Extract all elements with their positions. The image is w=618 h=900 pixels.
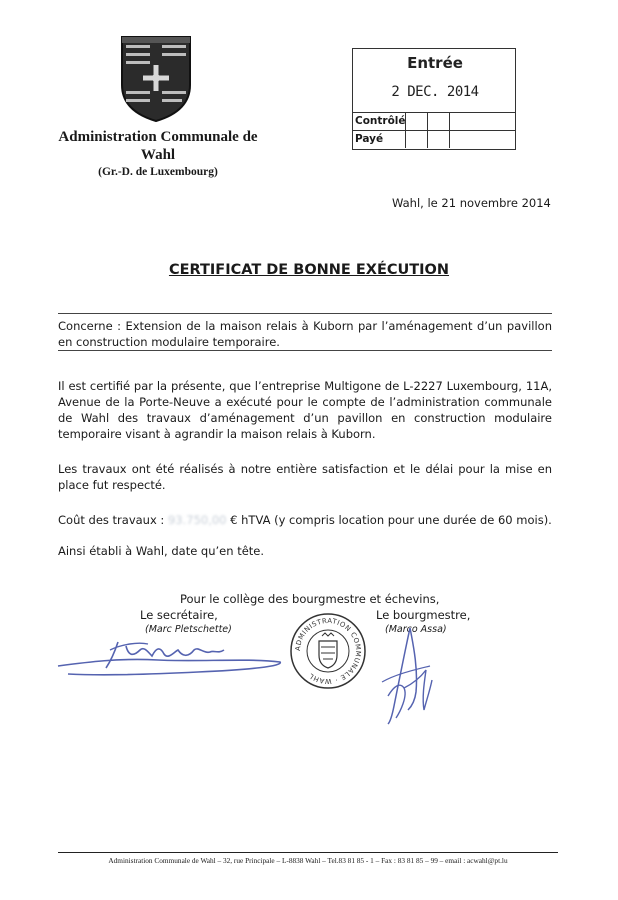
college-line: Pour le collège des bourgmestre et échevins, bbox=[180, 592, 440, 606]
mayor-signature-icon bbox=[370, 626, 440, 726]
stamp-cell bbox=[406, 131, 428, 148]
cost-amount-redacted: 93.750,00 bbox=[167, 513, 227, 527]
cost-line bbox=[58, 513, 552, 527]
footer-divider bbox=[58, 852, 558, 853]
document-title: CERTIFICAT DE BONNE EXÉCUTION bbox=[168, 262, 450, 278]
organization-name bbox=[48, 128, 268, 164]
stamp-row-paye bbox=[352, 130, 516, 148]
concern-text: Concerne : Extension de la maison relais à Kuborn par l’aménagement d’un pavillon en construction modulaire temporaire. bbox=[58, 319, 552, 349]
organization-country: (Gr.-D. de Luxembourg) bbox=[98, 166, 218, 178]
footer-address: Administration Communale de Wahl – 32, rue Principale – L-8838 Wahl – Tel.83 81 85 - 1 – Fax : 83 81 85 – 99 – email : acwahl@pt.lu bbox=[108, 856, 508, 865]
secretary-role: Le secrétaire, bbox=[140, 608, 218, 622]
municipal-crest-icon bbox=[118, 33, 194, 123]
stamp-rows bbox=[352, 112, 516, 148]
mayor-role: Le bourgmestre, bbox=[376, 608, 471, 622]
stamp-date: 2 DEC. 2014 bbox=[391, 84, 479, 100]
municipal-seal-icon bbox=[288, 611, 368, 691]
org-name-line1: Administration Communale de bbox=[58, 129, 258, 145]
secretary-name: (Marc Pletschette) bbox=[145, 624, 232, 635]
stamp-label: Payé bbox=[352, 131, 406, 148]
stamp-row-controle bbox=[352, 112, 516, 130]
seal-text: ADMINISTRATION COMMUNALE · WAHL bbox=[293, 616, 363, 686]
mayor-name: (Marco Assa) bbox=[385, 624, 447, 635]
place-date: Wahl, le 21 novembre 2014 bbox=[392, 196, 551, 210]
entry-stamp bbox=[352, 48, 516, 150]
stamp-label: Contrôlé bbox=[352, 113, 406, 130]
divider-top bbox=[58, 313, 552, 314]
stamp-cell bbox=[406, 113, 428, 130]
stamp-cell bbox=[428, 131, 450, 148]
body-paragraph-1: Il est certifié par la présente, que l’entreprise Multigone de L-2227 Luxembourg, 11A, Avenue de la Porte-Neuve a exécuté pour le compte de l’administration communale de Wahl des travaux d’aménagement d’un pavillon en construction modulaire temporaire visant à agrandir la maison relais à Kuborn. bbox=[58, 379, 552, 441]
body-paragraph-2: Les travaux ont été réalisés à notre entière satisfaction et le délai pour la mise en place fut respecté. bbox=[58, 462, 552, 492]
cost-label: Coût des travaux : bbox=[58, 513, 165, 527]
body-paragraph-4: Ainsi établi à Wahl, date qu’en tête. bbox=[58, 544, 265, 558]
org-name-line2: Wahl bbox=[140, 147, 176, 163]
divider-bottom bbox=[58, 350, 552, 351]
stamp-title: Entrée bbox=[407, 54, 463, 72]
secretary-signature-icon bbox=[48, 632, 288, 682]
svg-text:ADMINISTRATION COMMUNALE · WAH bbox=[294, 617, 362, 685]
stamp-cell bbox=[428, 113, 450, 130]
cost-suffix: € hTVA (y compris location pour une durée de 60 mois). bbox=[230, 513, 552, 527]
